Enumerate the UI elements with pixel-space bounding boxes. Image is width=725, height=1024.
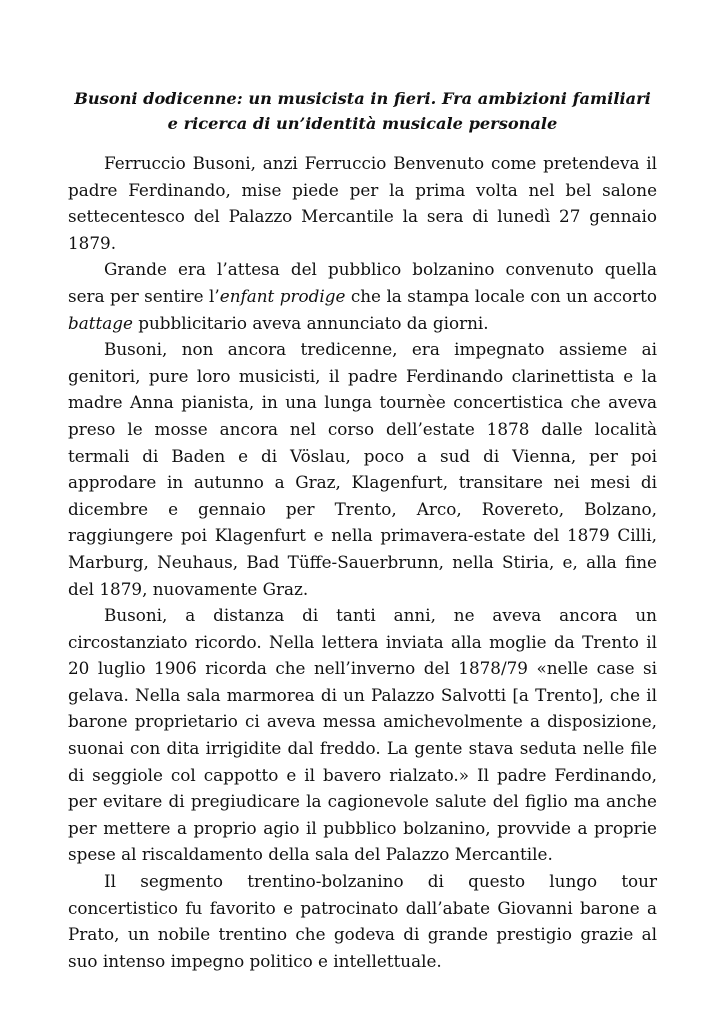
paragraph-5: Il segmento trentino-bolzanino di questo lungo tour concertistico fu favorito e patrocinato dall’abate Giovanni barone a Prato, un nobile trentino che godeva di grande prestigio grazie al suo intenso impegno politico e intellettuale. bbox=[68, 871, 657, 971]
paragraph-2 bbox=[68, 256, 657, 336]
document-page bbox=[68, 86, 657, 974]
document-title: Busoni dodicenne: un musicista in fieri. Fra ambizioni familiari e ricerca di un’identità musicale personale bbox=[74, 89, 651, 133]
paragraph-2-italic-enfant-prodige: enfant prodige bbox=[219, 285, 346, 306]
paragraph-4: Busoni, a distanza di tanti anni, ne aveva ancora un circostanziato ricordo. Nella lettera inviata alla moglie da Trento il 20 luglio 1906 ricorda che nell’inverno del 1878/79 «nelle case si gelava. Nella sala marmorea di un Palazzo Salvotti [a Trento], che il barone proprietario ci aveva messa amichevolmente a disposizione, suonai con dita irrigidite dal freddo. La gente stava seduta nelle file di seggiole col cappotto e il bavero rialzato.» Il padre Ferdinando, per evitare di pregiudicare la cagionevole salute del figlio ma anche per mettere a proprio agio il pubblico bolzanino, provvide a proprie spese al riscaldamento della sala del Palazzo Mercantile. bbox=[68, 605, 657, 865]
paragraph-2-italic-battage: battage bbox=[68, 312, 133, 333]
paragraph-1: Ferruccio Busoni, anzi Ferruccio Benvenuto come pretendeva il padre Ferdinando, mise piede per la prima volta nel bel salone settecentesco del Palazzo Mercantile la sera di lunedì 27 gennaio 1879. bbox=[68, 153, 657, 253]
paragraph-2-text-b: che la stampa locale con un accorto bbox=[345, 285, 657, 306]
paragraph-2-text-a: Grande era l’attesa del pubblico bolzanino convenuto quella sera per sentire l’ bbox=[68, 259, 657, 306]
paragraph-3: Busoni, non ancora tredicenne, era impegnato assieme ai genitori, pure loro musicisti, il padre Ferdinando clarinettista e la madre Anna pianista, in una lunga tournèe concertistica che aveva preso le mosse ancora nel corso dell’estate 1878 dalle località termali di Baden e di Vöslau, poco a sud di Vienna, per poi approdare in autunno a Graz, Klagenfurt, transitare nei mesi di dicembre e gennaio per Trento, Arco, Rovereto, Bolzano, raggiungere poi Klagenfurt e nella primavera-estate del 1879 Cilli, Marburg, Neuhaus, Bad Tüffe-Sauerbrunn, nella Stiria, e, alla fine del 1879, nuovamente Graz. bbox=[68, 339, 657, 599]
paragraph-2-text-c: pubblicitario aveva annunciato da giorni. bbox=[132, 312, 489, 333]
